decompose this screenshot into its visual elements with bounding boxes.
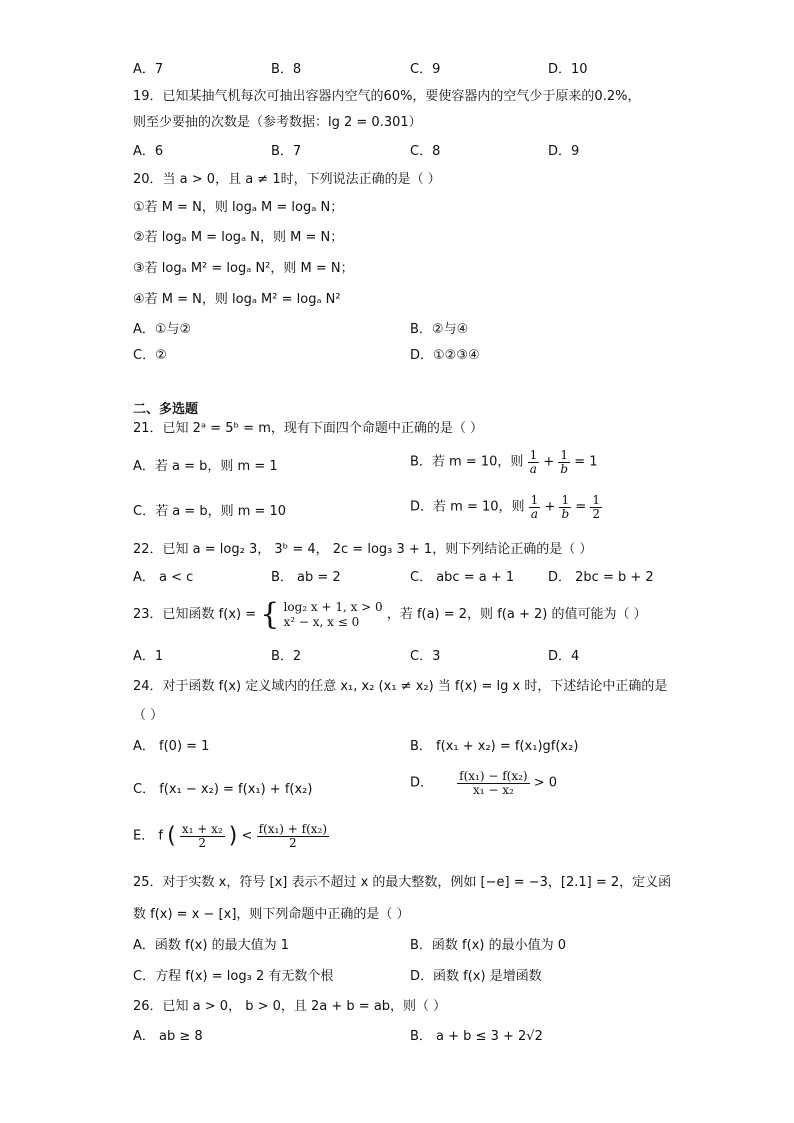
- plus-sign: +: [544, 499, 556, 515]
- q21-b-frac-1-a: [528, 449, 540, 476]
- q21-d-frac-1-2: [590, 494, 602, 521]
- q23-option-b: B．2: [271, 649, 302, 664]
- q21-option-d-prefix: D．若 m = 10，则: [410, 499, 525, 515]
- q23-stem-suffix: ，若 f(a) = 2，则 f(a + 2) 的值可能为（ ）: [386, 607, 647, 622]
- q24-option-e-prefix: E． f: [133, 828, 163, 844]
- q23-option-a: A．1: [133, 649, 164, 664]
- q25-option-d: D．函数 f(x) 是增函数: [410, 969, 542, 984]
- q25-option-a: A．函数 f(x) 的最大值为 1: [133, 938, 289, 953]
- q25-option-b: B．函数 f(x) 的最小值为 0: [410, 938, 567, 953]
- q18-option-d: D．10: [548, 62, 588, 77]
- frac-denominator: a: [529, 462, 537, 476]
- q24-option-c: C． f(x₁ − x₂) = f(x₁) + f(x₂): [133, 782, 313, 797]
- q26-option-a: A． ab ≥ 8: [133, 1029, 203, 1044]
- frac-numerator: 1: [558, 449, 570, 463]
- q24-stem-line2: （ ）: [133, 708, 164, 723]
- frac-numerator: 1: [592, 493, 600, 507]
- frac-denominator: b: [560, 462, 569, 476]
- plus-sign: +: [543, 454, 555, 470]
- q23-stem-prefix: 23．已知函数 f(x) =: [133, 607, 257, 622]
- piecewise-case-2: x² − x, x ≤ 0: [283, 615, 360, 629]
- q19-option-c: C．8: [410, 144, 441, 159]
- q21-stem: 21．已知 2ᵃ = 5ᵇ = m，现有下面四个命题中正确的是（ ）: [133, 421, 483, 436]
- q23-stem: [133, 597, 647, 632]
- frac-denominator: a: [530, 507, 539, 521]
- q18-option-a: A．7: [133, 62, 164, 77]
- q26-stem: 26．已知 a > 0， b > 0，且 2a + b = ab，则（ ）: [133, 999, 447, 1014]
- q20-statement-3: ③若 logₐ M² = logₐ N²，则 M = N；: [133, 261, 354, 276]
- q26-option-b: B． a + b ≤ 3 + 2√2: [410, 1029, 543, 1044]
- frac-numerator: 1: [559, 494, 571, 508]
- q20-stem: 20．当 a > 0，且 a ≠ 1时，下列说法正确的是（ ）: [133, 172, 441, 187]
- piecewise-cases: [284, 600, 383, 630]
- q20-statement-1: ①若 M = N，则 logₐ M = logₐ N；: [133, 200, 344, 215]
- q18-option-b: B．8: [271, 62, 302, 77]
- q20-option-d: D．①②③④: [410, 348, 480, 363]
- equals-sign: =: [575, 499, 587, 515]
- q22-stem: 22．已知 a = log₂ 3， 3ᵇ = 4， 2c = log₃ 3 + 1，则下列结论正确的是（ ）: [133, 542, 593, 557]
- q20-statement-4: ④若 M = N，则 logₐ M² = logₐ N²: [133, 292, 341, 307]
- frac-numerator: 1: [530, 493, 539, 507]
- q24-e-fraction-2: [257, 823, 329, 850]
- less-than-sign: <: [241, 828, 253, 844]
- frac-denominator: x₁ − x₂: [472, 783, 514, 797]
- q23-option-c: C．3: [410, 649, 441, 664]
- q25-stem-line1: 25．对于实数 x，符号 [x] 表示不超过 x 的最大整数，例如 [−e] = −3，[2.1] = 2，定义函: [133, 875, 672, 890]
- q24-option-d-prefix: D．: [410, 775, 434, 791]
- frac-numerator: 1: [529, 448, 538, 462]
- q24-e-fraction-1: [180, 823, 225, 850]
- q24-d-fraction: [457, 770, 529, 797]
- section-title-multiple-choice: 二、多选题: [133, 402, 199, 417]
- q22-option-b: B． ab = 2: [271, 570, 341, 585]
- q22-option-a: A． a < c: [133, 570, 194, 585]
- q24-option-a: A． f(0) = 1: [133, 739, 210, 754]
- q20-option-a: A．①与②: [133, 322, 192, 337]
- q22-option-c: C． abc = a + 1: [410, 570, 515, 585]
- q21-option-d: [410, 494, 602, 521]
- left-paren-icon: (: [167, 823, 176, 849]
- q19-stem-line2: 则至少要抽的次数是（参考数据：lg 2 = 0.301）: [133, 115, 422, 130]
- q25-stem-line2: 数 f(x) = x − [x]，则下列命题中正确的是（ ）: [133, 907, 410, 922]
- q21-d-frac-1-b: [559, 494, 571, 521]
- q22-option-d: D． 2bc = b + 2: [548, 570, 654, 585]
- q19-stem-line1: 19．已知某抽气机每次可抽出容器内空气的60%，要使容器内的空气少于原来的0.2%，: [133, 89, 641, 104]
- q21-option-a: A．若 a = b，则 m = 1: [133, 459, 278, 474]
- frac-denominator: 2: [198, 836, 207, 850]
- q20-statement-2: ②若 logₐ M = logₐ N，则 M = N；: [133, 230, 344, 245]
- frac-denominator: b: [561, 507, 570, 521]
- piecewise-brace-icon: {: [260, 597, 280, 632]
- q23-option-d: D．4: [548, 649, 580, 664]
- q24-option-d-suffix: > 0: [533, 775, 558, 791]
- q24-option-d: [410, 770, 557, 797]
- q24-option-b: B． f(x₁ + x₂) = f(x₁)gf(x₂): [410, 739, 579, 754]
- q24-option-e: [133, 823, 329, 850]
- q19-option-d: D．9: [548, 144, 580, 159]
- q18-option-c: C．9: [410, 62, 441, 77]
- q20-option-c: C．②: [133, 348, 167, 363]
- frac-numerator: x₁ + x₂: [181, 822, 223, 836]
- frac-denominator: 2: [288, 836, 297, 850]
- frac-numerator: f(x₁) − f(x₂): [459, 769, 528, 783]
- frac-numerator: f(x₁) + f(x₂): [258, 822, 328, 836]
- right-paren-icon: ): [228, 823, 238, 849]
- q19-option-b: B．7: [271, 144, 302, 159]
- q21-option-b: [410, 449, 598, 476]
- q24-stem-line1: 24．对于函数 f(x) 定义域内的任意 x₁, x₂ (x₁ ≠ x₂) 当 f(x) = lg x 时，下述结论中正确的是: [133, 679, 668, 694]
- q19-option-a: A．6: [133, 144, 164, 159]
- q21-option-c: C．若 a = b，则 m = 10: [133, 504, 287, 519]
- q21-option-b-prefix: B．若 m = 10，则: [410, 454, 524, 470]
- piecewise-case-1: log₂ x + 1, x > 0: [283, 600, 383, 614]
- q21-b-frac-1-b: [558, 449, 570, 476]
- q21-option-b-suffix: = 1: [574, 454, 598, 470]
- q20-option-b: B．②与④: [410, 322, 469, 337]
- q21-d-frac-1-a: [529, 494, 541, 521]
- q25-option-c: C．方程 f(x) = log₃ 2 有无数个根: [133, 969, 334, 984]
- frac-denominator: 2: [592, 507, 600, 521]
